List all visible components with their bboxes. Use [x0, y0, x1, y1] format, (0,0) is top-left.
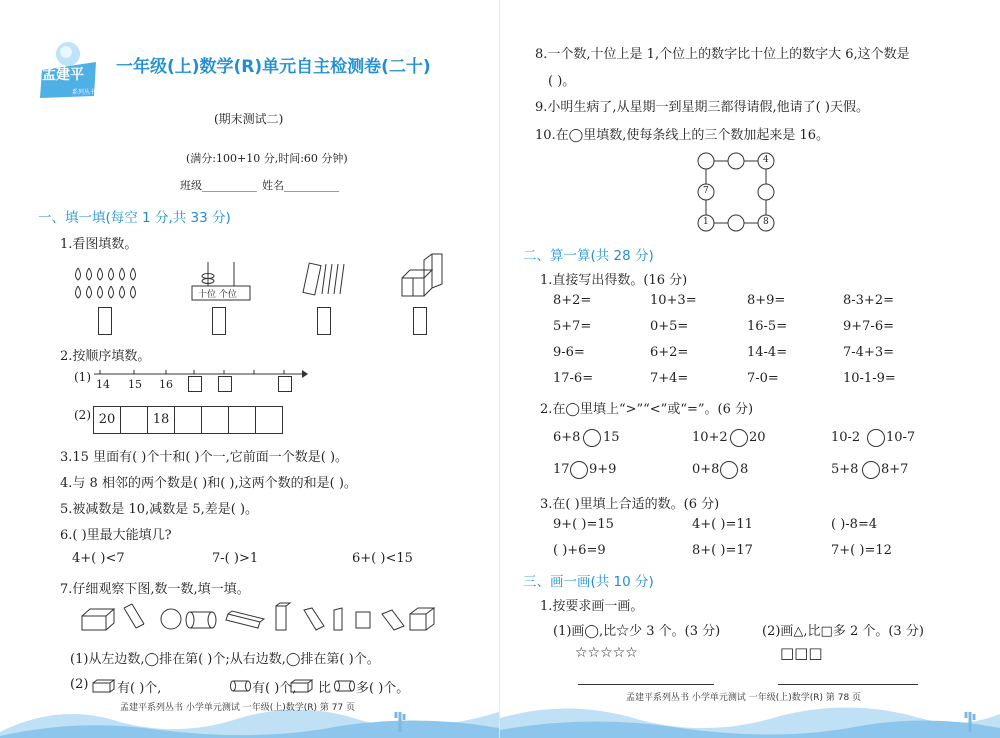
calc-item: 8+2= [553, 293, 592, 308]
compare-left: 5+8 [831, 462, 859, 477]
compare-left: 10+2 [692, 430, 728, 445]
calc-item: 7-0= [747, 371, 779, 386]
numberline-box-2[interactable] [218, 376, 232, 392]
calc-item: 9-6= [553, 345, 585, 360]
numberline-tick-14: 14 [96, 378, 110, 391]
compare-circle[interactable] [583, 429, 601, 447]
draw-line-a[interactable] [578, 684, 714, 685]
pear-group-icon [72, 266, 142, 302]
q3-text: 3.15 里面有( )个十和( )个一,它前面一个数是( )。 [60, 450, 349, 465]
footer-right: 孟建平系列丛书 小学单元测试 一年级(上)数学(R) 第 78 页 [626, 693, 862, 703]
s3-part-a: (1)画◯,比☆少 3 个。(3 分) [553, 624, 721, 639]
page-fold [499, 0, 500, 738]
calc-item: 10+3= [650, 293, 697, 308]
calc-item: 9+7-6= [843, 319, 894, 334]
compare-right: 9+9 [589, 462, 617, 477]
numberline-box-3[interactable] [278, 376, 292, 392]
q1-text: 1.看图填数。 [60, 237, 138, 252]
compare-left: 6+8 [553, 430, 581, 445]
calc-item: 16-5= [747, 319, 788, 334]
sticks-bundle-icon [302, 262, 346, 298]
compare-right: 10-7 [886, 430, 916, 445]
star-row: ☆☆☆☆☆ [575, 645, 638, 661]
footer-left: 孟建平系列丛书 小学单元测试 一年级(上)数学(R) 第 77 页 [120, 703, 356, 713]
compare-right: 8 [740, 462, 749, 477]
compare-circle[interactable] [570, 461, 588, 479]
q8-blank: ( )。 [548, 74, 576, 89]
s2-q1-text: 1.直接写出得数。(16 分) [540, 273, 688, 288]
q7-2-text-e: 多( )个。 [356, 681, 410, 696]
section-3-heading: 三、画一画(共 10 分) [523, 574, 654, 590]
diagram-given-8: 8 [763, 217, 769, 227]
page-title: 一年级(上)数学(R)单元自主检测卷(二十) [116, 57, 431, 77]
square-row: □□□ [780, 644, 823, 662]
calc-item: 10-1-9= [843, 371, 896, 386]
draw-line-b[interactable] [778, 684, 918, 685]
footer-wave-left [0, 692, 499, 738]
fill-item: 9+( )=15 [553, 517, 614, 532]
q7-2-text-c: 有( )个, [252, 681, 297, 696]
cylinder-compare-icon [334, 679, 356, 693]
compare-left: 10-2 [831, 430, 861, 445]
s2-q3-text: 3.在( )里填上合适的数。(6 分) [540, 497, 720, 512]
class-field[interactable]: 班级__________ [180, 179, 257, 192]
q6-item-3: 6+( )<15 [352, 551, 413, 566]
q5-text: 5.被减数是 10,减数是 5,差是( )。 [60, 502, 259, 517]
q4-text: 4.与 8 相邻的两个数是( )和( ),这两个数的和是( )。 [60, 476, 357, 491]
fill-item: 4+( )=11 [692, 517, 753, 532]
calc-item: 7-4+3= [843, 345, 894, 360]
q9-text: 9.小明生病了,从星期一到星期三都得请假,他请了( )天假。 [535, 100, 869, 115]
seq-cell[interactable]: 18 [147, 406, 175, 434]
seq-cell[interactable] [174, 406, 202, 434]
q10-text: 10.在◯里填数,使每条线上的三个数加起来是 16。 [535, 128, 830, 143]
s2-q2-text: 2.在◯里填上“>”“<”或“=”。(6 分) [540, 402, 754, 417]
answer-box-1[interactable] [98, 307, 112, 335]
seq-cell[interactable] [201, 406, 229, 434]
q7-1-text: (1)从左边数,◯排在第( )个;从右边数,◯排在第( )个。 [70, 652, 380, 667]
fill-item: ( )-8=4 [831, 517, 878, 532]
s3-part-b: (2)画△,比□多 2 个。(3 分) [762, 624, 924, 639]
fill-item: ( )+6=9 [553, 543, 606, 558]
cylinder-icon [230, 679, 252, 693]
q2-1-label: (1) [74, 370, 91, 384]
diagram-given-1: 1 [703, 217, 709, 227]
calc-item: 8+9= [747, 293, 786, 308]
cuboid-icon [92, 679, 116, 693]
numberline-tick-15: 15 [128, 378, 142, 391]
section-1-heading: 一、填一填(每空 1 分,共 33 分) [38, 210, 231, 226]
fill-item: 8+( )=17 [692, 543, 753, 558]
page-subtitle: (期末测试二) [214, 112, 284, 126]
shapes-row-icon [80, 602, 440, 634]
q7-2-text-d: 比 [318, 681, 332, 696]
logo-text: 孟建平 [42, 67, 84, 83]
q2-text: 2.按顺序填数。 [60, 349, 151, 364]
compare-left: 0+8 [692, 462, 720, 477]
seq-cell[interactable] [228, 406, 256, 434]
name-field[interactable]: 姓名__________ [262, 179, 339, 192]
diagram-given-7: 7 [703, 186, 709, 196]
calc-item: 0+5= [650, 319, 689, 334]
q2-2-label: (2) [74, 408, 91, 422]
compare-right: 20 [749, 430, 766, 445]
compare-circle[interactable] [862, 461, 880, 479]
fill-item: 7+( )=12 [831, 543, 892, 558]
s3-q1-text: 1.按要求画一画。 [540, 599, 644, 614]
q8-text: 8.一个数,十位上是 1,个位上的数字比十位上的数字大 6,这个数是 [535, 47, 910, 62]
calc-item: 14-4= [747, 345, 788, 360]
answer-box-2[interactable] [212, 307, 226, 335]
numberline-box-1[interactable] [188, 376, 202, 392]
cuboid-compare-icon [290, 679, 314, 693]
seq-cell[interactable]: 20 [93, 406, 121, 434]
calc-item: 6+2= [650, 345, 689, 360]
numberline-tick-16: 16 [159, 378, 173, 391]
compare-right: 8+7 [881, 462, 909, 477]
cubes-icon [398, 256, 448, 298]
answer-box-3[interactable] [317, 307, 331, 335]
q6-text: 6.( )里最大能填几? [60, 528, 172, 543]
q6-item-2: 7-( )>1 [212, 551, 259, 566]
compare-circle[interactable] [730, 429, 748, 447]
seq-cell[interactable] [120, 406, 148, 434]
calc-item: 7+4= [650, 371, 689, 386]
q7-2-text-b: 有( )个, [117, 681, 162, 696]
score-line: (满分:100+10 分,时间:60 分钟) [186, 152, 348, 165]
compare-left: 17 [553, 462, 570, 477]
calc-item: 5+7= [553, 319, 592, 334]
compare-circle[interactable] [867, 429, 885, 447]
q6-item-1: 4+( )<7 [72, 551, 125, 566]
calc-item: 17-6= [553, 371, 594, 386]
compare-circle[interactable] [720, 461, 738, 479]
seq-cell[interactable] [255, 406, 283, 434]
diagram-given-4: 4 [763, 155, 769, 165]
compare-right: 15 [603, 430, 620, 445]
q7-text: 7.仔细观察下图,数一数,填一填。 [60, 582, 250, 597]
calc-item: 8-3+2= [843, 293, 894, 308]
logo-subtext: 系列丛书 [72, 89, 97, 96]
section-2-heading: 二、算一算(共 28 分) [523, 248, 654, 264]
answer-box-4[interactable] [413, 307, 427, 335]
abacus-label: 十位 个位 [198, 290, 237, 300]
q7-2-label: (2) [70, 677, 89, 692]
